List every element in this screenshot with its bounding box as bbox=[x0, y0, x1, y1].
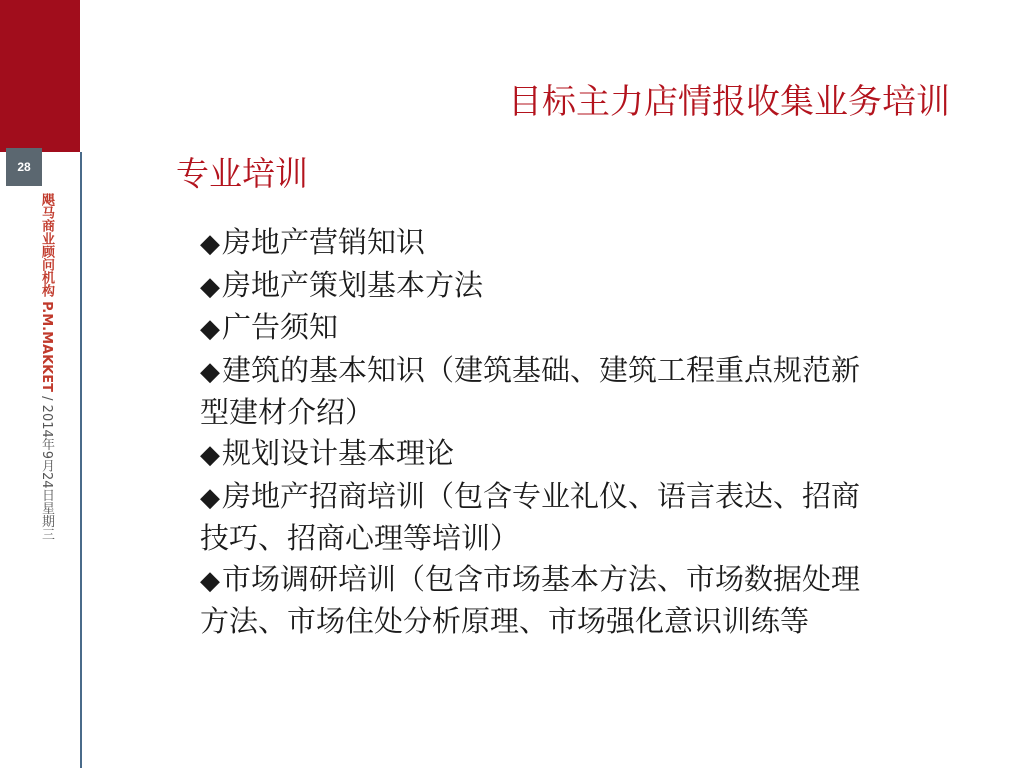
organization-name: 飓马商业顾问机构 bbox=[39, 193, 54, 297]
diamond-bullet-icon: ◆ bbox=[200, 565, 220, 596]
diamond-bullet-icon: ◆ bbox=[200, 482, 220, 513]
diamond-bullet-icon: ◆ bbox=[200, 271, 220, 302]
page-number-badge: 28 bbox=[6, 148, 42, 186]
section-subtitle: 专业培训 bbox=[176, 154, 308, 193]
bullet-item bbox=[200, 222, 860, 265]
bullet-item bbox=[200, 476, 860, 559]
bullet-item bbox=[200, 307, 860, 350]
diamond-bullet-icon: ◆ bbox=[200, 439, 220, 470]
diamond-bullet-icon: ◆ bbox=[200, 229, 220, 259]
bullet-text: 房地产策划基本方法 bbox=[222, 267, 484, 302]
bullet-text: 市场调研培训（包含市场基本方法、市场数据处理方法、市场住处分析原理、市场强化意识训练等 bbox=[200, 561, 861, 639]
bullet-item bbox=[200, 433, 860, 476]
bullet-text: 建筑的基本知识（建筑基础、建筑工程重点规范新型建材介绍） bbox=[200, 352, 861, 430]
left-divider-line bbox=[80, 152, 82, 768]
side-footer-text bbox=[34, 193, 58, 653]
diamond-bullet-icon: ◆ bbox=[200, 314, 220, 345]
bullet-item bbox=[200, 350, 860, 433]
brand-name: P.M.MAKKET bbox=[39, 301, 54, 392]
slide-date: 2014年9月24日星期三 bbox=[39, 404, 54, 541]
bullet-item bbox=[200, 265, 860, 308]
bullet-text: 房地产营销知识 bbox=[222, 225, 426, 259]
slide-title: 目标主力店情报收集业务培训 bbox=[508, 82, 950, 122]
left-accent-bar bbox=[0, 0, 80, 152]
bullet-list bbox=[200, 222, 860, 642]
bullet-text: 房地产招商培训（包含专业礼仪、语言表达、招商技巧、招商心理等培训） bbox=[200, 478, 861, 556]
bullet-text: 规划设计基本理论 bbox=[222, 435, 455, 470]
diamond-bullet-icon: ◆ bbox=[200, 356, 220, 387]
bullet-text: 广告须知 bbox=[222, 310, 339, 345]
footer-separator: / bbox=[39, 396, 54, 401]
bullet-item bbox=[200, 559, 860, 642]
